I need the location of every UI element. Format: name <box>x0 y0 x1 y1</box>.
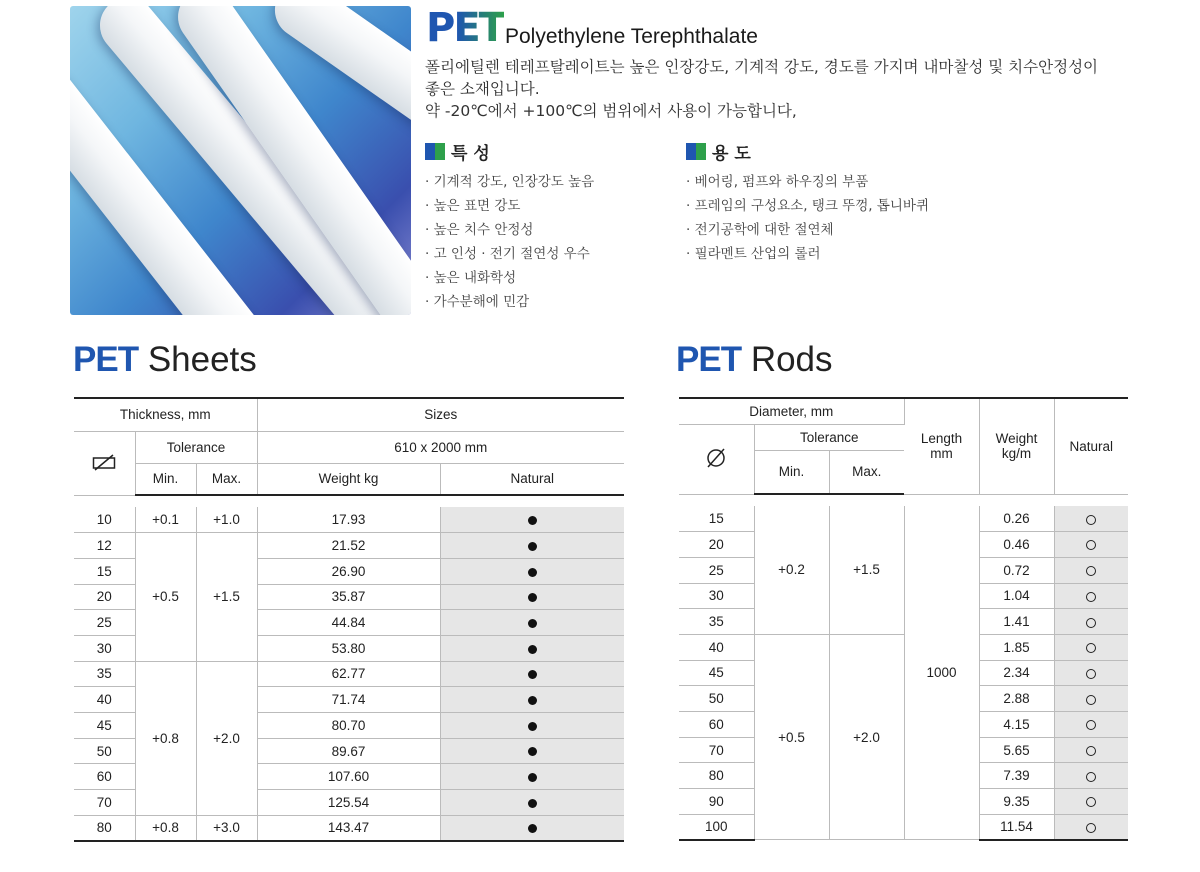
diameter-cell: 35 <box>679 609 754 635</box>
header-weight: Weight kg <box>257 463 440 495</box>
section-square-icon <box>425 143 445 160</box>
diameter-cell: 25 <box>679 557 754 583</box>
open-circle-icon <box>1086 823 1096 833</box>
weight-cell: 125.54 <box>257 790 440 816</box>
diameter-cell: 70 <box>679 737 754 763</box>
open-circle-icon <box>1086 618 1096 628</box>
list-item: · 베어링, 펌프와 하우징의 부품 <box>686 174 869 190</box>
thickness-cell: 25 <box>74 610 135 636</box>
rods-table <box>679 397 1128 841</box>
sheets-title: PET Sheets <box>73 340 257 379</box>
filled-dot-icon <box>528 799 537 808</box>
natural-cell <box>1054 506 1128 532</box>
weight-cell: 0.72 <box>979 557 1054 583</box>
material-full-name: Polyethylene Terephthalate <box>505 25 758 48</box>
header-natural: Natural <box>1054 398 1128 494</box>
list-item: · 전기공학에 대한 절연체 <box>686 222 834 238</box>
thickness-cell: 15 <box>74 558 135 584</box>
tolerance-max-cell: +1.0 <box>196 507 257 533</box>
diameter-cell: 80 <box>679 763 754 789</box>
weight-cell: 107.60 <box>257 764 440 790</box>
thickness-cell: 45 <box>74 713 135 739</box>
list-item: · 가수분해에 민감 <box>425 294 530 310</box>
table-row <box>679 634 1128 660</box>
natural-cell <box>440 815 624 841</box>
weight-cell: 5.65 <box>979 737 1054 763</box>
open-circle-icon <box>1086 540 1096 550</box>
open-circle-icon <box>1086 720 1096 730</box>
filled-dot-icon <box>528 824 537 833</box>
natural-cell <box>1054 609 1128 635</box>
natural-cell <box>440 635 624 661</box>
header-length: Length mm <box>904 398 979 494</box>
product-image <box>70 6 411 315</box>
natural-cell <box>440 610 624 636</box>
open-circle-icon <box>1086 772 1096 782</box>
natural-cell <box>440 558 624 584</box>
list-item: · 프레임의 구성요소, 탱크 뚜껑, 톱니바퀴 <box>686 198 929 214</box>
uses-list <box>686 170 929 266</box>
weight-cell: 4.15 <box>979 712 1054 738</box>
table-row <box>74 507 624 533</box>
weight-cell: 143.47 <box>257 815 440 841</box>
weight-cell: 89.67 <box>257 738 440 764</box>
natural-cell <box>440 713 624 739</box>
weight-cell: 17.93 <box>257 507 440 533</box>
natural-cell <box>1054 737 1128 763</box>
header-size-value: 610 x 2000 mm <box>257 431 624 463</box>
thickness-cell: 35 <box>74 661 135 687</box>
weight-cell: 7.39 <box>979 763 1054 789</box>
natural-cell <box>1054 583 1128 609</box>
weight-cell: 71.74 <box>257 687 440 713</box>
open-circle-icon <box>1086 746 1096 756</box>
table-row <box>74 533 624 559</box>
tolerance-max-cell: +1.5 <box>196 533 257 661</box>
natural-cell <box>440 584 624 610</box>
thickness-cell: 20 <box>74 584 135 610</box>
header-diameter: Diameter, mm <box>679 398 904 424</box>
open-circle-icon <box>1086 566 1096 576</box>
open-circle-icon <box>1086 669 1096 679</box>
filled-dot-icon <box>528 593 537 602</box>
weight-cell: 2.34 <box>979 660 1054 686</box>
header-min: Min. <box>135 463 196 495</box>
header-sizes: Sizes <box>257 398 624 431</box>
natural-cell <box>1054 814 1128 840</box>
filled-dot-icon <box>528 773 537 782</box>
length-cell: 1000 <box>904 506 979 840</box>
thickness-cell: 60 <box>74 764 135 790</box>
natural-cell <box>1054 557 1128 583</box>
list-item: · 높은 표면 강도 <box>425 198 521 214</box>
tolerance-max-cell: +2.0 <box>196 661 257 815</box>
weight-cell: 0.46 <box>979 532 1054 558</box>
thickness-cell: 50 <box>74 738 135 764</box>
open-circle-icon <box>1086 695 1096 705</box>
open-circle-icon <box>1086 797 1096 807</box>
natural-cell <box>440 661 624 687</box>
material-description: 폴리에틸렌 테레프탈레이트는 높은 인장강도, 기계적 강도, 경도를 가지며 내마찰성 및 치수안정성이 좋은 소재입니다. 약 -20℃에서 +100℃의 범위에서 사용이 가능합니다, <box>425 58 1099 120</box>
list-item: · 기계적 강도, 인장강도 높음 <box>425 174 595 190</box>
natural-cell <box>1054 634 1128 660</box>
table-row <box>679 506 1128 532</box>
diameter-cell: 90 <box>679 789 754 815</box>
filled-dot-icon <box>528 747 537 756</box>
natural-cell <box>1054 686 1128 712</box>
tolerance-min-cell: +0.5 <box>754 634 829 840</box>
header-weight: Weight kg/m <box>979 398 1054 494</box>
header-tolerance: Tolerance <box>135 431 257 463</box>
weight-cell: 1.04 <box>979 583 1054 609</box>
weight-cell: 44.84 <box>257 610 440 636</box>
filled-dot-icon <box>528 619 537 628</box>
weight-cell: 53.80 <box>257 635 440 661</box>
tolerance-min-cell: +0.5 <box>135 533 196 661</box>
weight-cell: 80.70 <box>257 713 440 739</box>
filled-dot-icon <box>528 516 537 525</box>
weight-cell: 2.88 <box>979 686 1054 712</box>
header-min: Min. <box>754 450 829 494</box>
tolerance-min-cell: +0.2 <box>754 506 829 634</box>
table-row <box>74 661 624 687</box>
filled-dot-icon <box>528 670 537 679</box>
natural-cell <box>440 507 624 533</box>
filled-dot-icon <box>528 645 537 654</box>
natural-cell <box>440 687 624 713</box>
weight-cell: 21.52 <box>257 533 440 559</box>
weight-cell: 26.90 <box>257 558 440 584</box>
list-item: · 고 인성 · 전기 절연성 우수 <box>425 246 590 262</box>
diameter-cell: 20 <box>679 532 754 558</box>
header-natural: Natural <box>440 463 624 495</box>
thickness-cell: 80 <box>74 815 135 841</box>
natural-cell <box>1054 763 1128 789</box>
features-heading: 특 성 <box>425 139 490 164</box>
tolerance-min-cell: +0.1 <box>135 507 196 533</box>
diameter-cell: 15 <box>679 506 754 532</box>
filled-dot-icon <box>528 696 537 705</box>
diameter-cell: 40 <box>679 634 754 660</box>
natural-cell <box>1054 660 1128 686</box>
weight-cell: 11.54 <box>979 814 1054 840</box>
rods-title: PET Rods <box>676 340 833 379</box>
natural-cell <box>1054 712 1128 738</box>
natural-cell <box>440 738 624 764</box>
natural-cell <box>440 533 624 559</box>
list-item: · 높은 내화학성 <box>425 270 517 286</box>
tolerance-max-cell: +2.0 <box>829 634 904 840</box>
header-thickness: Thickness, mm <box>74 398 257 431</box>
weight-cell: 35.87 <box>257 584 440 610</box>
thickness-cell: 30 <box>74 635 135 661</box>
thickness-cell: 40 <box>74 687 135 713</box>
tolerance-max-cell: +1.5 <box>829 506 904 634</box>
header-tolerance: Tolerance <box>754 424 904 450</box>
list-item: · 높은 치수 안정성 <box>425 222 534 238</box>
thickness-cell: 12 <box>74 533 135 559</box>
diameter-cell: 50 <box>679 686 754 712</box>
weight-cell: 9.35 <box>979 789 1054 815</box>
diameter-cell: 30 <box>679 583 754 609</box>
natural-cell <box>1054 532 1128 558</box>
weight-cell: 62.77 <box>257 661 440 687</box>
header-max: Max. <box>829 450 904 494</box>
open-circle-icon <box>1086 643 1096 653</box>
open-circle-icon <box>1086 592 1096 602</box>
natural-cell <box>440 764 624 790</box>
header-max: Max. <box>196 463 257 495</box>
tolerance-max-cell: +3.0 <box>196 815 257 841</box>
pet-logo: PET <box>426 5 504 51</box>
sheets-table <box>74 397 624 842</box>
filled-dot-icon <box>528 568 537 577</box>
filled-dot-icon <box>528 542 537 551</box>
thickness-icon <box>74 431 135 495</box>
weight-cell: 0.26 <box>979 506 1054 532</box>
tolerance-min-cell: +0.8 <box>135 815 196 841</box>
weight-cell: 1.85 <box>979 634 1054 660</box>
section-square-icon <box>686 143 706 160</box>
thickness-cell: 10 <box>74 507 135 533</box>
table-row <box>74 815 624 841</box>
uses-heading: 용 도 <box>686 139 751 164</box>
features-list <box>425 170 594 314</box>
natural-cell <box>440 790 624 816</box>
list-item: · 필라멘트 산업의 롤러 <box>686 246 821 262</box>
diameter-cell: 60 <box>679 712 754 738</box>
weight-cell: 1.41 <box>979 609 1054 635</box>
diameter-icon <box>679 424 754 494</box>
tolerance-min-cell: +0.8 <box>135 661 196 815</box>
diameter-cell: 45 <box>679 660 754 686</box>
thickness-cell: 70 <box>74 790 135 816</box>
filled-dot-icon <box>528 722 537 731</box>
natural-cell <box>1054 789 1128 815</box>
diameter-cell: 100 <box>679 814 754 840</box>
open-circle-icon <box>1086 515 1096 525</box>
